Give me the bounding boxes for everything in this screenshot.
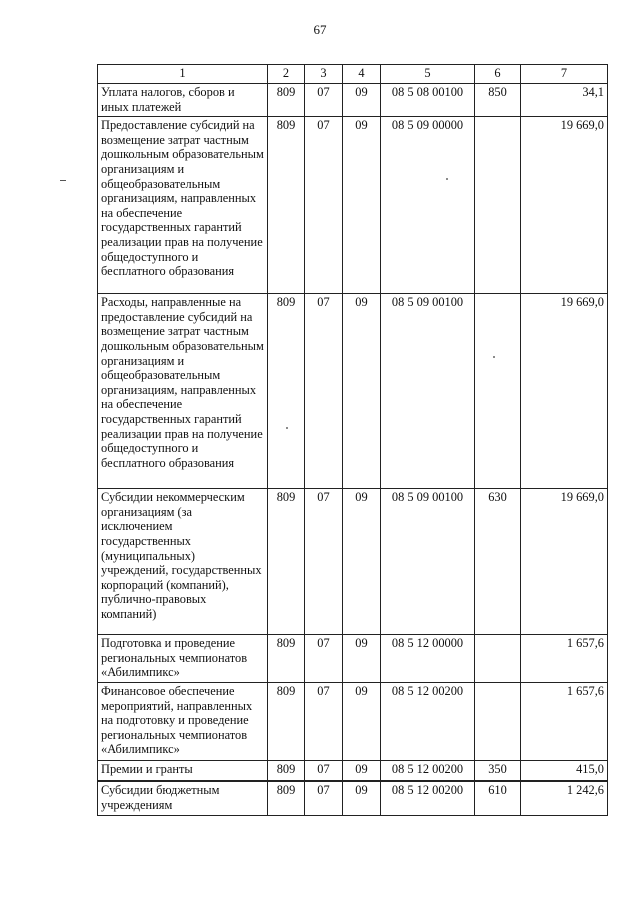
row-col-7: 1 657,6 <box>521 635 608 683</box>
header-cell-5: 5 <box>381 65 475 84</box>
row-col-7: 19 669,0 <box>521 117 608 294</box>
row-col-6 <box>475 682 521 760</box>
header-cell-3: 3 <box>305 65 343 84</box>
header-cell-4: 4 <box>343 65 381 84</box>
row-name: Расходы, направленные на предоставление субсидий на возмещение затрат частным дошкольным образовательным организациям и общеобразовательным организациям, направленных на обеспечение государственных гарантий реализации прав на получение общедоступного и бесплатного образования <box>98 294 268 489</box>
row-col-6: 630 <box>475 489 521 635</box>
row-col-2: 809 <box>268 781 305 815</box>
row-name: Уплата налогов, сборов и иных платежей <box>98 84 268 117</box>
scan-speck <box>446 178 448 180</box>
row-col-4: 09 <box>343 635 381 683</box>
header-cell-7: 7 <box>521 65 608 84</box>
row-col-5: 08 5 09 00000 <box>381 117 475 294</box>
table-row <box>98 682 608 760</box>
row-name: Финансовое обеспечение мероприятий, направленных на подготовку и проведение региональных чемпионатов «Абилимпикс» <box>98 682 268 760</box>
row-name: Подготовка и проведение региональных чемпионатов «Абилимпикс» <box>98 635 268 683</box>
row-name: Премии и гранты <box>98 760 268 781</box>
row-name: Предоставление субсидий на возмещение затрат частным дошкольным образовательным организациям и общеобразовательным организациям, направленных на обеспечение государственных гарантий реализации прав на получение общедоступного и бесплатного образования <box>98 117 268 294</box>
table-row <box>98 117 608 294</box>
row-col-3: 07 <box>305 489 343 635</box>
scan-mark <box>60 180 66 181</box>
row-col-2: 809 <box>268 635 305 683</box>
row-col-3: 07 <box>305 682 343 760</box>
row-col-3: 07 <box>305 84 343 117</box>
row-col-6: 350 <box>475 760 521 781</box>
row-col-7: 415,0 <box>521 760 608 781</box>
row-col-4: 09 <box>343 489 381 635</box>
table-row <box>98 760 608 781</box>
row-col-5: 08 5 09 00100 <box>381 489 475 635</box>
row-col-6: 850 <box>475 84 521 117</box>
row-col-6 <box>475 294 521 489</box>
header-cell-1: 1 <box>98 65 268 84</box>
row-col-7: 34,1 <box>521 84 608 117</box>
row-col-2: 809 <box>268 117 305 294</box>
row-col-3: 07 <box>305 635 343 683</box>
row-col-4: 09 <box>343 781 381 815</box>
scan-speck <box>286 427 288 429</box>
budget-table <box>97 64 608 816</box>
table-row <box>98 84 608 117</box>
row-col-5: 08 5 08 00100 <box>381 84 475 117</box>
header-row <box>98 65 608 84</box>
row-col-4: 09 <box>343 682 381 760</box>
row-col-6 <box>475 635 521 683</box>
row-col-2: 809 <box>268 84 305 117</box>
row-col-7: 19 669,0 <box>521 489 608 635</box>
table-row <box>98 781 608 815</box>
row-col-7: 1 242,6 <box>521 781 608 815</box>
row-col-4: 09 <box>343 84 381 117</box>
header-cell-6: 6 <box>475 65 521 84</box>
table-row <box>98 294 608 489</box>
row-col-3: 07 <box>305 781 343 815</box>
row-col-6: 610 <box>475 781 521 815</box>
row-col-3: 07 <box>305 294 343 489</box>
row-col-5: 08 5 12 00200 <box>381 760 475 781</box>
row-name: Субсидии бюджетным учреждениям <box>98 781 268 815</box>
row-col-3: 07 <box>305 117 343 294</box>
scan-speck <box>493 356 495 358</box>
row-col-2: 809 <box>268 760 305 781</box>
row-col-3: 07 <box>305 760 343 781</box>
row-col-4: 09 <box>343 294 381 489</box>
row-col-7: 19 669,0 <box>521 294 608 489</box>
table-row <box>98 635 608 683</box>
row-name: Субсидии некоммерческим организациям (за исключением государственных (муниципальных) учреждений, государственных корпораций (компаний), публично-правовых компаний) <box>98 489 268 635</box>
row-col-2: 809 <box>268 489 305 635</box>
row-col-5: 08 5 12 00200 <box>381 781 475 815</box>
row-col-5: 08 5 12 00200 <box>381 682 475 760</box>
header-cell-2: 2 <box>268 65 305 84</box>
row-col-2: 809 <box>268 682 305 760</box>
row-col-4: 09 <box>343 117 381 294</box>
row-col-5: 08 5 12 00000 <box>381 635 475 683</box>
table-row <box>98 489 608 635</box>
page-number: 67 <box>313 22 327 37</box>
row-col-4: 09 <box>343 760 381 781</box>
row-col-7: 1 657,6 <box>521 682 608 760</box>
row-col-6 <box>475 117 521 294</box>
row-col-2: 809 <box>268 294 305 489</box>
row-col-5: 08 5 09 00100 <box>381 294 475 489</box>
